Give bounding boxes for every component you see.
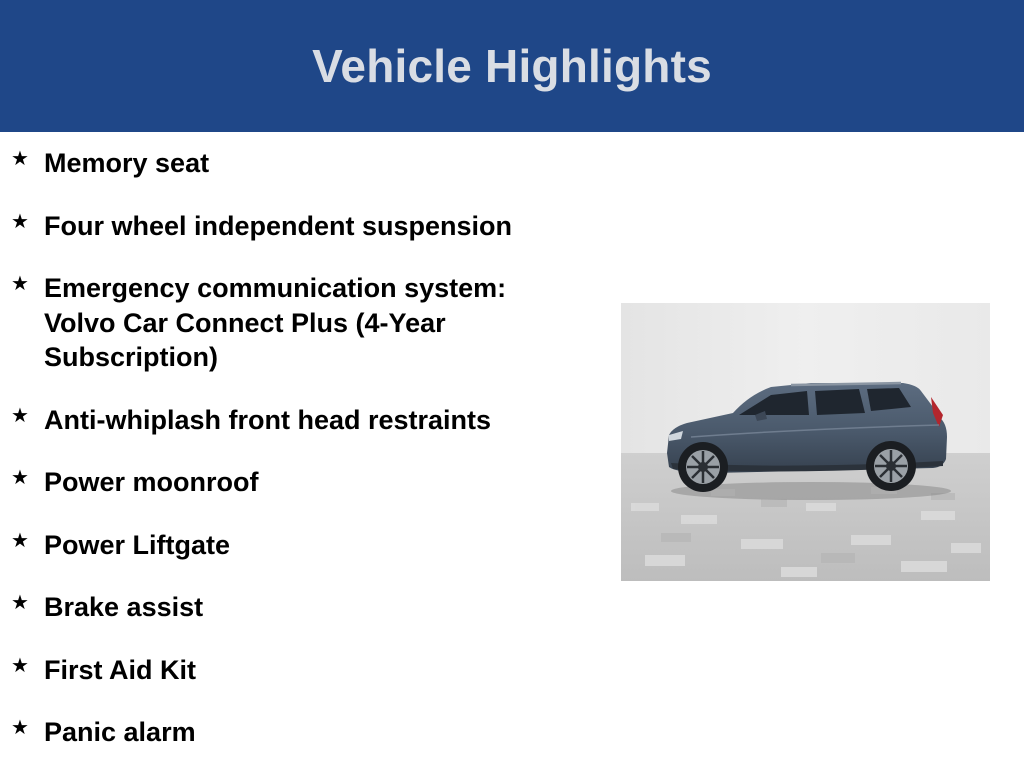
feature-label: First Aid Kit: [44, 654, 196, 685]
feature-label: Brake assist: [44, 592, 204, 622]
list-item: [0, 465, 600, 500]
star-icon: ★: [11, 467, 29, 489]
list-item: [0, 271, 600, 375]
star-icon: ★: [11, 654, 29, 677]
list-item: [0, 403, 600, 438]
feature-label: Four wheel independent suspension: [44, 210, 513, 241]
list-item: [0, 209, 600, 244]
feature-list: [0, 146, 600, 778]
header-banner: [0, 0, 1024, 132]
list-item: [0, 528, 600, 563]
star-icon: ★: [11, 148, 29, 170]
feature-label: Panic alarm: [44, 717, 196, 747]
star-icon: ★: [11, 210, 29, 233]
feature-label: Power Liftgate: [44, 529, 231, 560]
star-icon: ★: [11, 273, 29, 295]
feature-label: Emergency communication system: Volvo Car Connect Plus (4-Year Subscription): [44, 273, 507, 372]
list-item: [0, 653, 600, 688]
star-icon: ★: [11, 717, 29, 739]
star-icon: ★: [11, 529, 29, 552]
star-icon: ★: [11, 592, 29, 614]
vehicle-photo: [621, 303, 990, 581]
feature-label: Power moonroof: [44, 467, 259, 497]
feature-label: Memory seat: [44, 148, 210, 178]
page-title: Vehicle Highlights: [312, 40, 712, 92]
list-item: [0, 146, 600, 181]
list-item: [0, 715, 600, 750]
star-icon: ★: [11, 404, 29, 427]
list-item: [0, 590, 600, 625]
feature-label: Anti-whiplash front head restraints: [44, 404, 492, 435]
